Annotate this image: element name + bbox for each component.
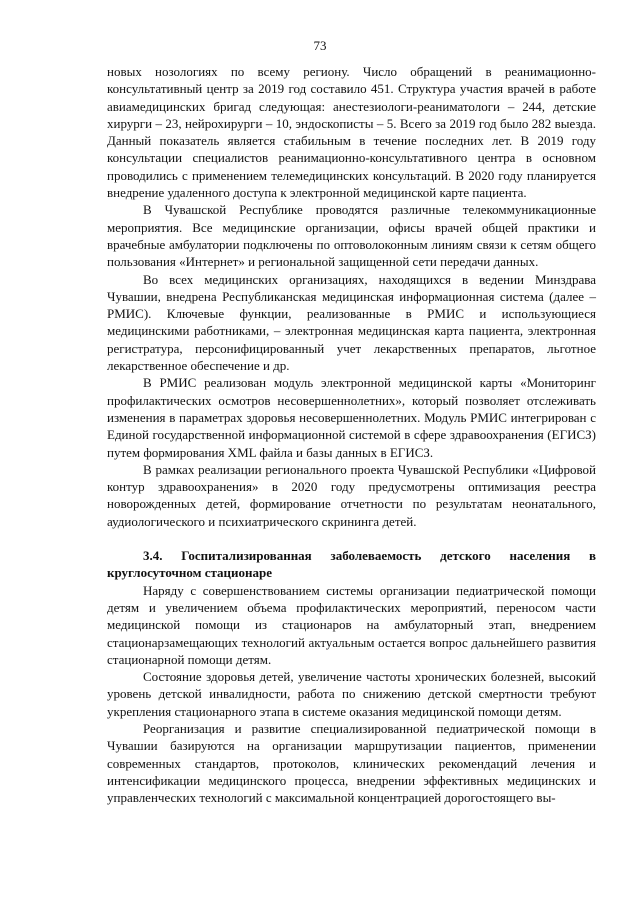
paragraph-4: В РМИС реализован модуль электронной медицинской карты «Мониторинг профилактических осмотров несовершеннолетних», который позволяет отслеживать изменения в параметрах здоровья несовершеннолетних. Модуль РМИС интегрирован с Единой государственной информационной системой в сфере здравоохранения (ЕГИСЗ) путем формирования XML файла и базы данных в ЕГИСЗ. (107, 375, 596, 460)
paragraph-3: Во всех медицинских организациях, находящихся в ведении Минздрава Чувашии, внедрена Республиканская медицинская информационная система (далее – РМИС). Ключевые функции, реализованные в РМИС и использующиеся медицинскими работниками, – электронная медицинская карта пациента, электронная регистратура, персонифицированный учет лекарственных препаратов, льготное лекарственное обеспечение и др. (107, 271, 596, 374)
section-paragraph-3: Реорганизация и развитие специализированной педиатрической помощи в Чувашии базируются на организации маршрутизации пациентов, применении современных стандартов, протоколов, клинических рекомендаций лечения и интенсификации медицинского процесса, внедрении эффективных медицинских и управленческих технологий с максимальной концентрацией дорогостоящего вы- (107, 720, 596, 806)
paragraph-1: новых нозологиях по всему региону. Число обращений в реанимационно-консультативный центр за 2019 год составило 451. Структура участия врачей в работе авиамедицинских бригад следующая: анестезиологи-реаниматологи – 244, детские хирурги – 23, нейрохирурги – 10, эндоскописты – 5. Всего за 2019 год было 282 выезда. Данный показатель является стабильным в течение последних лет. В 2019 году консультации специалистов реанимационно-консультативного центра в основном проводились с применением телемедицинских консультаций. В 2020 году планируется внедрение удаленного доступа к электронной медицинской карте пациента. (107, 64, 596, 201)
paragraph-5: В рамках реализации регионального проекта Чувашской Республики «Цифровой контур здравоохранения» в 2020 году предусмотрены оптимизация реестра новорожденных детей, формирование отчетности по результатам неонатального, аудиологического и психиатрического скрининга детей. (107, 461, 596, 529)
page-body (107, 63, 596, 806)
paragraph-2: В Чувашской Республике проводятся различные телекоммуникационные мероприятия. Все медицинские организации, офисы врачей общей практики и врачебные амбулатории подключены по оптоволоконным линиям связи к сетям общего пользования «Интернет» и региональной защищенной сети передачи данных. (107, 202, 596, 270)
section-heading: 3.4. Госпитализированная заболеваемость детского населения в круглосуточном стационаре (107, 548, 596, 581)
page-number: 73 (313, 38, 327, 53)
section-paragraph-2: Состояние здоровья детей, увеличение частоты хронических болезней, высокий уровень детской инвалидности, работа по снижению детской смертности требуют укрепления стационарного этапа в системе оказания медицинской помощи детям. (107, 669, 596, 719)
section-paragraph-1: Наряду с совершенствованием системы организации педиатрической помощи детям и увеличением объема профилактических мероприятий, переносом части медицинской помощи из стационаров на амбулаторный этап, внедрением стационарзамещающих технологий актуальным остается вопрос дальнейшего развития стационарной помощи детям. (107, 582, 596, 667)
